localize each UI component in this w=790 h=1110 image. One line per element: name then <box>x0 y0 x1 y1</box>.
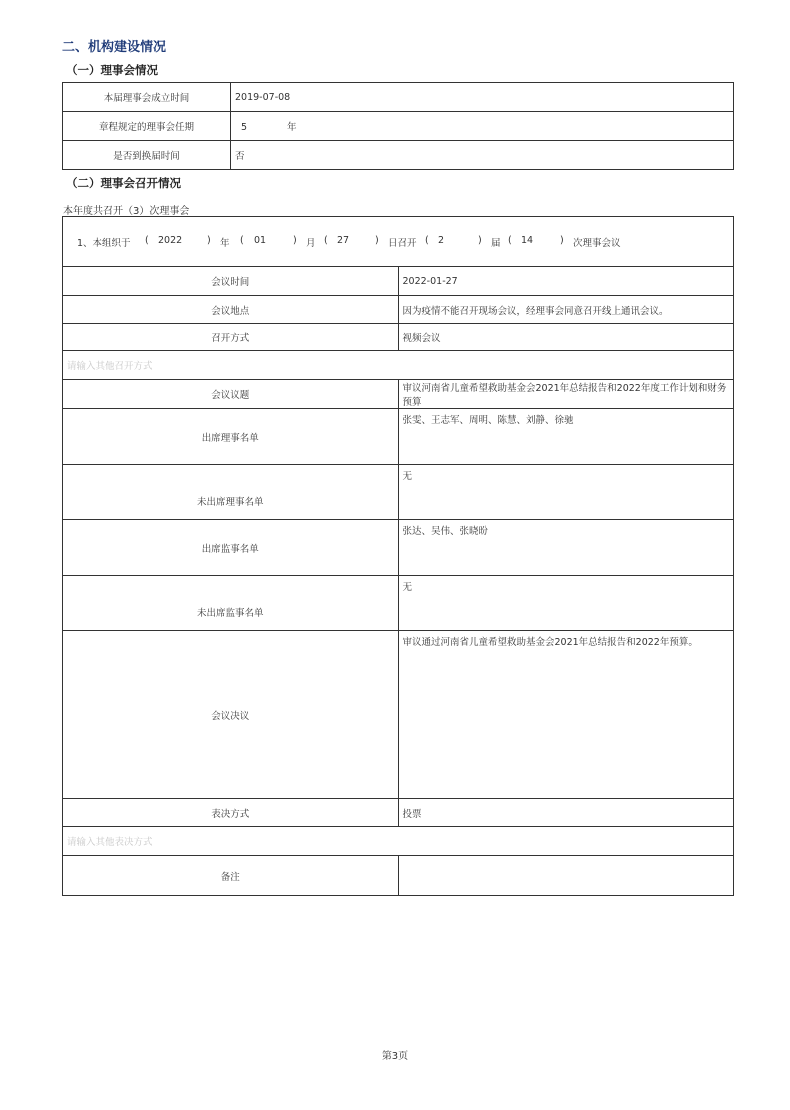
header-session-unit: 届 <box>491 238 501 249</box>
table-row <box>63 409 734 465</box>
resolution-label: 会议决议 <box>63 631 399 799</box>
absent-supervisors-label: 未出席监事名单 <box>63 576 399 631</box>
term-label: 章程规定的理事会任期 <box>63 112 231 141</box>
header-paren: ( <box>145 235 149 246</box>
header-count-unit: 次理事会议 <box>573 238 621 249</box>
remarks-label: 备注 <box>63 856 399 896</box>
header-count: 14 <box>521 235 534 246</box>
established-value: 2019-07-08 <box>231 83 734 112</box>
table-row <box>63 351 734 380</box>
page-number: 第3页 <box>381 1051 409 1062</box>
meetings-title: （二）理事会召开情况 <box>66 176 181 190</box>
absent-supervisors-value: 无 <box>398 576 734 631</box>
method-value: 视频会议 <box>398 324 734 351</box>
reelection-label: 是否到换届时间 <box>63 141 231 170</box>
header-paren: ( <box>425 235 429 246</box>
method-label: 召开方式 <box>63 324 399 351</box>
table-row <box>63 465 734 520</box>
header-year: 2022 <box>158 235 183 246</box>
table-row <box>63 112 734 141</box>
established-label: 本届理事会成立时间 <box>63 83 231 112</box>
meeting-table <box>62 216 734 896</box>
place-value: 因为疫情不能召开现场会议，经理事会同意召开线上通讯会议。 <box>398 296 734 324</box>
header-paren: ) <box>207 235 211 246</box>
header-day-unit: 日召开 <box>388 238 417 249</box>
remarks-value <box>398 856 734 896</box>
header-prefix: 1、本组织于 <box>77 238 131 249</box>
table-row <box>63 380 734 409</box>
meeting-header-cell <box>63 217 734 267</box>
vote-value: 投票 <box>398 799 734 827</box>
header-paren: ( <box>240 235 244 246</box>
term-unit: 年 <box>287 122 297 133</box>
board-info-table <box>62 82 734 170</box>
table-row <box>63 827 734 856</box>
place-label: 会议地点 <box>63 296 399 324</box>
present-supervisors-label: 出席监事名单 <box>63 520 399 576</box>
meetings-summary: 本年度共召开（3）次理事会 <box>63 206 190 217</box>
header-month-unit: 月 <box>306 238 316 249</box>
absent-directors-value: 无 <box>398 465 734 520</box>
table-row <box>63 141 734 170</box>
vote-label: 表决方式 <box>63 799 399 827</box>
table-row <box>63 83 734 112</box>
header-year-unit: 年 <box>220 238 230 249</box>
time-label: 会议时间 <box>63 267 399 296</box>
time-value: 2022-01-27 <box>398 267 734 296</box>
topic-label: 会议议题 <box>63 380 399 409</box>
header-session: 2 <box>438 235 445 246</box>
table-row <box>63 296 734 324</box>
table-row <box>63 799 734 827</box>
table-row <box>63 856 734 896</box>
header-paren: ) <box>560 235 564 246</box>
table-row <box>63 520 734 576</box>
topic-value: 审议河南省儿童希望救助基金会2021年总结报告和2022年度工作计划和财务预算 <box>398 380 734 409</box>
present-directors-label: 出席理事名单 <box>63 409 399 465</box>
board-info-title: （一）理事会情况 <box>66 63 158 77</box>
header-month: 01 <box>254 235 267 246</box>
table-row <box>63 576 734 631</box>
header-paren: ( <box>508 235 512 246</box>
term-cell <box>231 112 734 141</box>
present-directors-value: 张雯、王志军、周明、陈慧、刘静、徐驰 <box>398 409 734 465</box>
header-paren: ) <box>375 235 379 246</box>
meeting-header-row <box>63 217 734 267</box>
header-paren: ) <box>478 235 482 246</box>
header-paren: ( <box>324 235 328 246</box>
table-row <box>63 324 734 351</box>
table-row <box>63 631 734 799</box>
section-title: 二、机构建设情况 <box>62 40 167 55</box>
header-day: 27 <box>337 235 350 246</box>
meeting-header <box>63 217 733 266</box>
resolution-value: 审议通过河南省儿童希望救助基金会2021年总结报告和2022年预算。 <box>398 631 734 799</box>
header-paren: ) <box>293 235 297 246</box>
method-other-input[interactable]: 请输入其他召开方式 <box>63 351 734 380</box>
term-value: 5 <box>241 122 248 133</box>
vote-other-input[interactable]: 请输入其他表决方式 <box>63 827 734 856</box>
reelection-value: 否 <box>231 141 734 170</box>
absent-directors-label: 未出席理事名单 <box>63 465 399 520</box>
present-supervisors-value: 张达、吴伟、张晓昐 <box>398 520 734 576</box>
table-row <box>63 267 734 296</box>
